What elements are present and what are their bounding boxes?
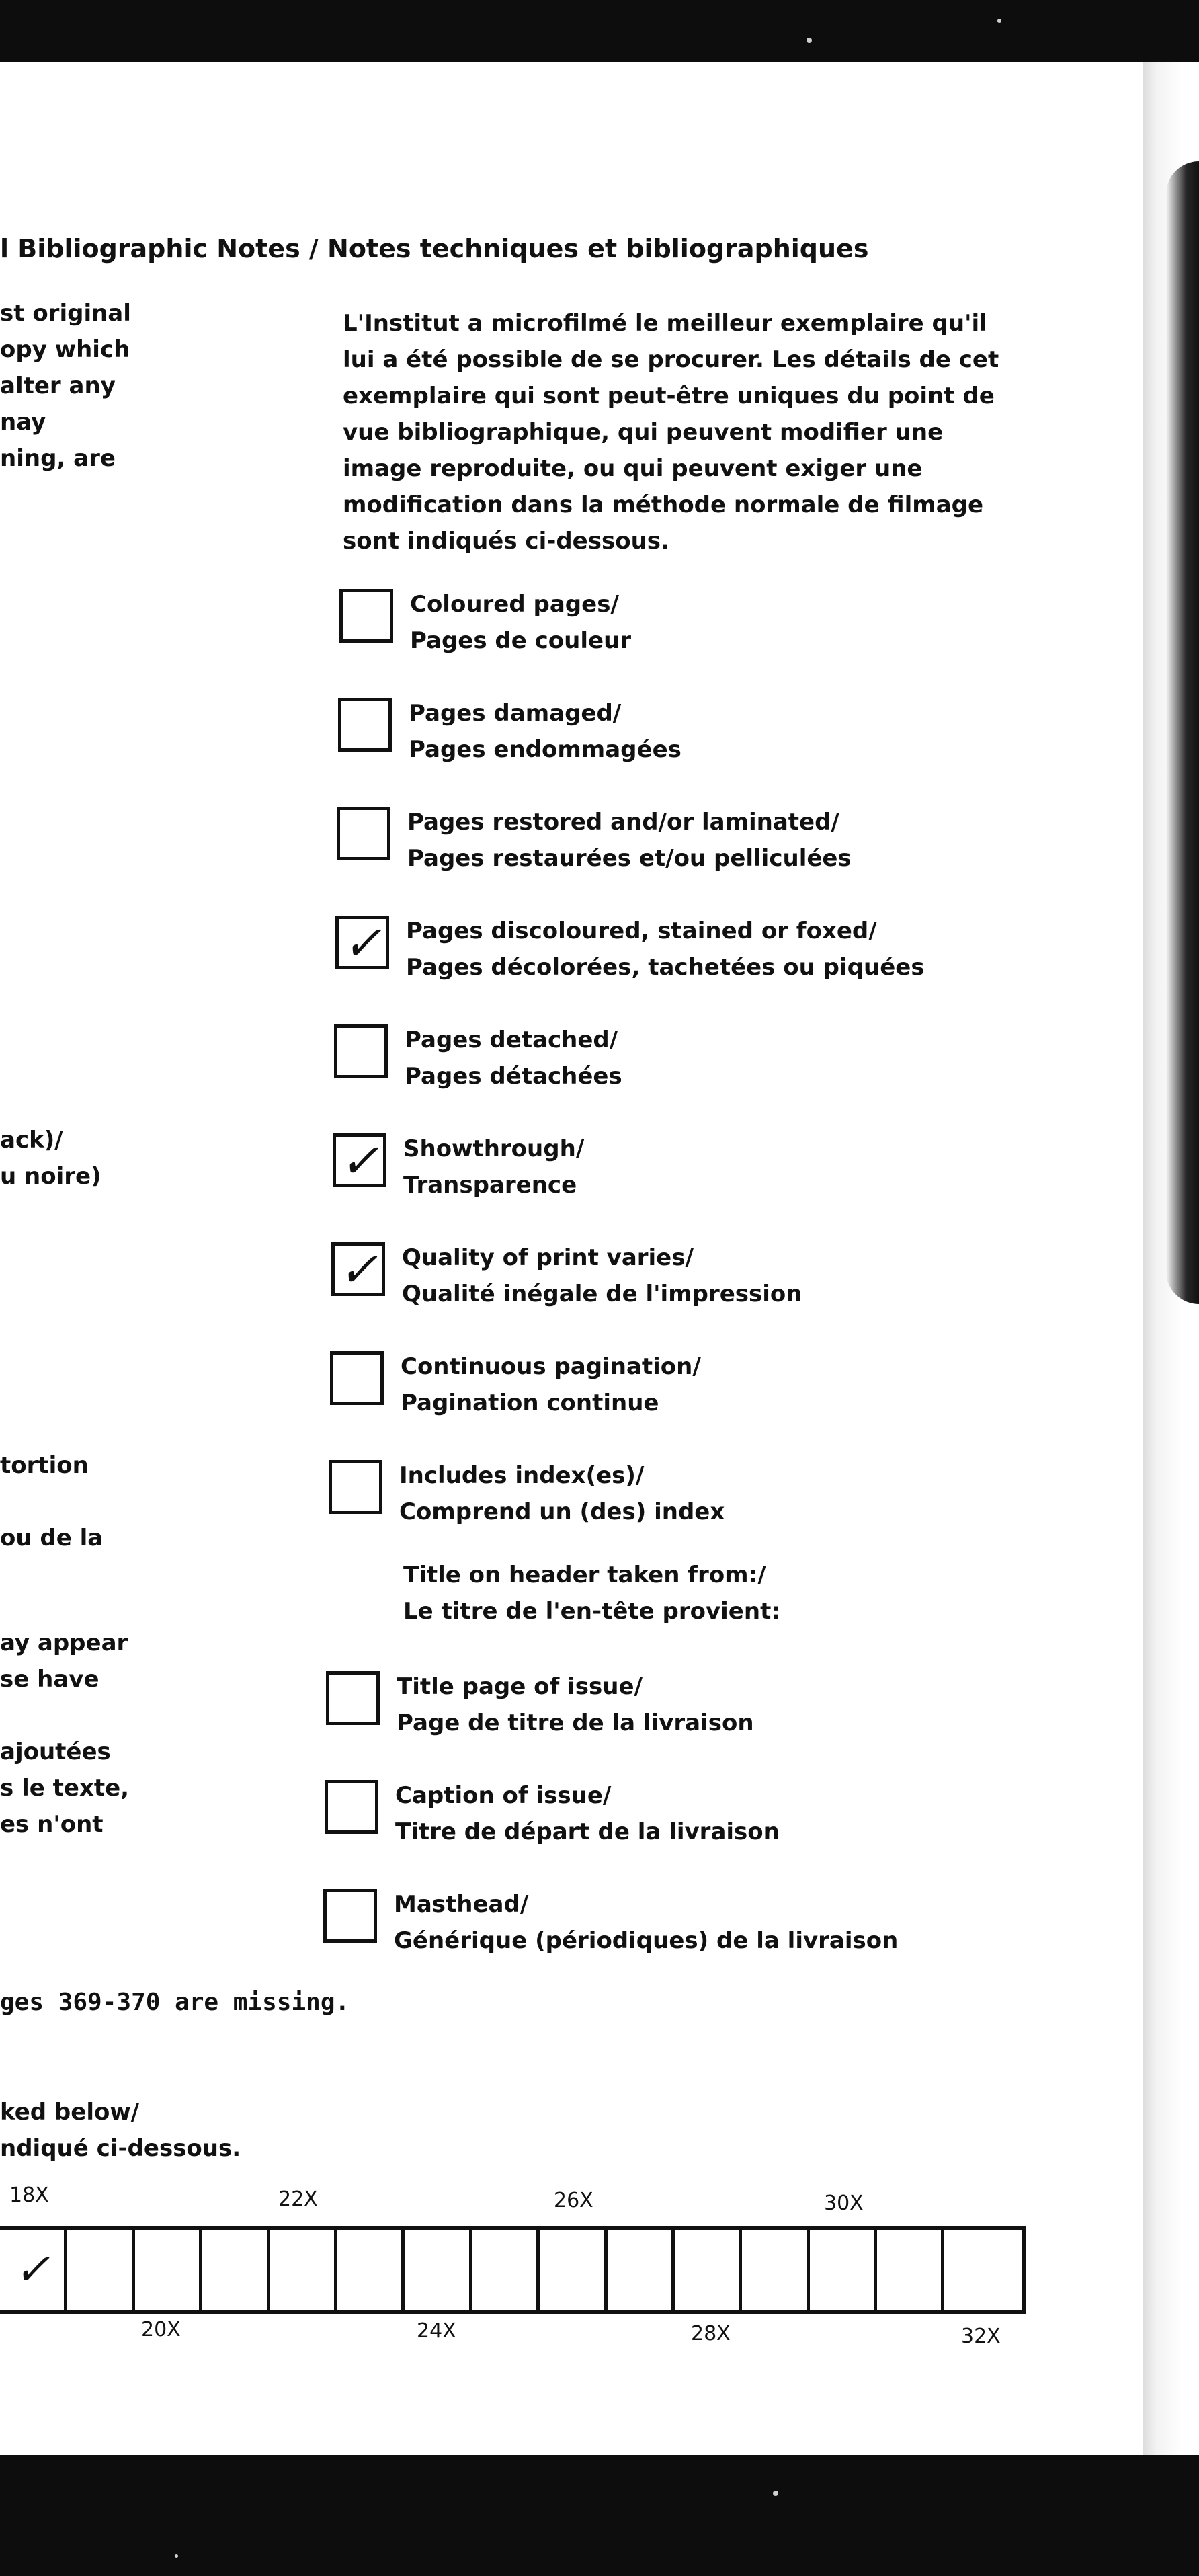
left-column-text: alter any bbox=[0, 372, 116, 399]
checklist-label: Pages detached/ Pages détachées bbox=[405, 1027, 622, 1090]
title-header-note: Title on header taken from:/ Le titre de l'en-tête provient: bbox=[403, 1562, 780, 1625]
checkbox: ✓ bbox=[331, 1242, 385, 1296]
reduction-note: ndiqué ci-dessous. bbox=[0, 2135, 241, 2162]
film-speck bbox=[807, 38, 812, 43]
checklist-label: Title page of issue/ Page de titre de la livraison bbox=[397, 1673, 754, 1736]
scale-cell bbox=[472, 2230, 540, 2310]
checkbox bbox=[339, 589, 393, 643]
film-speck bbox=[773, 2491, 778, 2496]
scale-cell bbox=[405, 2230, 472, 2310]
checkbox bbox=[323, 1889, 377, 1943]
checkbox bbox=[325, 1780, 378, 1834]
left-column-text: nay bbox=[0, 409, 46, 436]
scale-label-top: 18X bbox=[9, 2183, 49, 2207]
notes-heading: l Bibliographic Notes / Notes techniques et bibliographiques bbox=[0, 234, 869, 264]
checklist-label: Showthrough/ Transparence bbox=[403, 1135, 585, 1199]
left-column-text: u noire) bbox=[0, 1163, 101, 1190]
scale-cell bbox=[675, 2230, 742, 2310]
scale-label-bottom: 32X bbox=[961, 2325, 1001, 2348]
left-column-text: s le texte, bbox=[0, 1775, 130, 1802]
scale-cell bbox=[337, 2230, 405, 2310]
left-column-text: opy which bbox=[0, 336, 130, 363]
missing-pages-note: ges 369-370 are missing. bbox=[0, 1988, 350, 2016]
film-speck bbox=[997, 19, 1001, 23]
scale-cell bbox=[202, 2230, 270, 2310]
scale-cell bbox=[270, 2230, 337, 2310]
scale-cell bbox=[540, 2230, 607, 2310]
checklist-label: Caption of issue/ Titre de départ de la livraison bbox=[395, 1782, 780, 1845]
scale-cell bbox=[877, 2230, 944, 2310]
scale-label-top: 30X bbox=[824, 2191, 864, 2215]
left-column-text: ay appear bbox=[0, 1629, 128, 1656]
scale-cell bbox=[742, 2230, 809, 2310]
left-column-text: ning, are bbox=[0, 445, 116, 472]
checklist-label: Continuous pagination/ Pagination continue bbox=[401, 1353, 701, 1416]
checklist-label: Pages discoloured, stained or foxed/ Pages décolorées, tachetées ou piquées bbox=[406, 918, 925, 981]
scale-label-top: 26X bbox=[554, 2189, 593, 2212]
checkbox: ✓ bbox=[335, 916, 389, 969]
scale-label-bottom: 28X bbox=[691, 2322, 731, 2345]
checkbox bbox=[329, 1460, 382, 1514]
checklist-label: Masthead/ Générique (périodiques) de la livraison bbox=[394, 1891, 899, 1954]
left-column-text: es n'ont bbox=[0, 1811, 104, 1838]
scale-cell bbox=[135, 2230, 202, 2310]
scale-cell bbox=[944, 2230, 1011, 2310]
checkbox: ✓ bbox=[333, 1133, 386, 1187]
checklist-label: Pages restored and/or laminated/ Pages restaurées et/ou pelliculées bbox=[407, 809, 852, 872]
scale-label-bottom: 20X bbox=[141, 2318, 181, 2341]
left-column-text: se have bbox=[0, 1666, 99, 1693]
checkbox bbox=[334, 1024, 388, 1078]
scale-cell bbox=[67, 2230, 134, 2310]
page-shadow bbox=[1166, 161, 1199, 1304]
checkbox bbox=[330, 1351, 384, 1405]
checklist-label: Quality of print varies/ Qualité inégale de l'impression bbox=[402, 1244, 802, 1307]
scale-label-bottom: 24X bbox=[417, 2319, 456, 2343]
scale-label-top: 22X bbox=[278, 2187, 318, 2211]
checkbox bbox=[337, 807, 390, 860]
checkbox bbox=[338, 698, 392, 752]
scale-cell bbox=[810, 2230, 877, 2310]
left-column-text: ou de la bbox=[0, 1525, 104, 1552]
left-column-text: st original bbox=[0, 300, 131, 327]
intro-paragraph: L'Institut a microfilmé le meilleur exemplaire qu'il lui a été possible de se procurer. Les détails de cet exemplaire qui sont peut-être uniques du point de vue bibliographique, qui peuvent modifier une image reproduite, ou qui peuvent exiger une modification dans la méthode normale de filmage sont indiqués ci-dessous. bbox=[343, 310, 999, 555]
left-column-text: ajoutées bbox=[0, 1738, 111, 1765]
reduction-ratio-scale bbox=[0, 2226, 1026, 2314]
checkbox bbox=[326, 1671, 380, 1725]
checklist-label: Includes index(es)/ Comprend un (des) index bbox=[399, 1462, 725, 1525]
film-speck bbox=[175, 2554, 178, 2558]
scale-cell bbox=[608, 2230, 675, 2310]
left-column-text: ack)/ bbox=[0, 1127, 63, 1154]
checklist-label: Pages damaged/ Pages endommagées bbox=[409, 700, 681, 763]
left-column-text: tortion bbox=[0, 1452, 89, 1479]
checklist-label: Coloured pages/ Pages de couleur bbox=[410, 591, 632, 654]
reduction-note: ked below/ bbox=[0, 2099, 140, 2126]
scale-cell: ✓ bbox=[0, 2230, 67, 2310]
